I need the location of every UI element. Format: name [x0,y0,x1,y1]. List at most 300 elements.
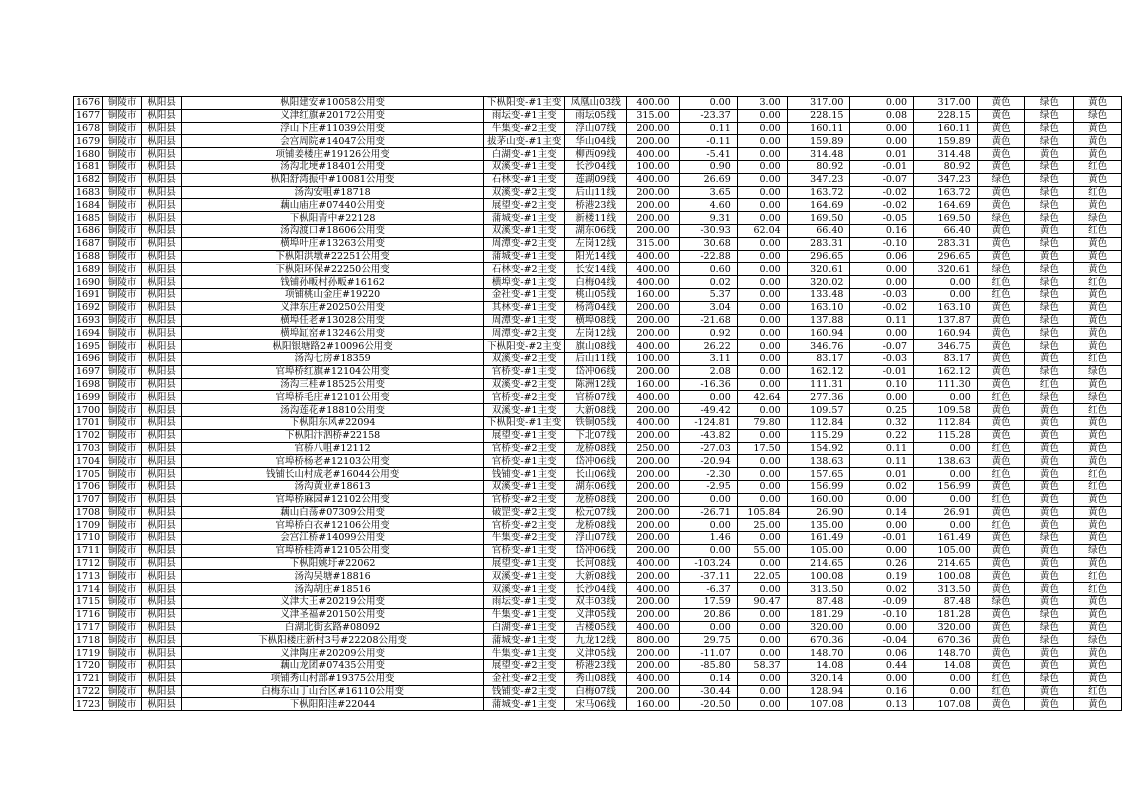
cell-main-transformer: 其林变-#1主变 [484,301,565,314]
cell-county: 枞阳县 [142,660,182,673]
cell-value-b: 0.00 [737,634,787,647]
cell-value-e: 137.87 [914,314,978,327]
cell-value-b: 0.00 [737,263,787,276]
cell-row-number: 1702 [74,429,103,442]
cell-status-1: 黄色 [977,224,1025,237]
cell-value-a: 0.92 [679,327,737,340]
cell-status-1: 黄色 [977,544,1025,557]
cell-value-e: 161.49 [914,532,978,545]
cell-status-1: 黄色 [977,186,1025,199]
cell-county: 枞阳县 [142,148,182,161]
cell-status-2: 黄色 [1025,493,1074,506]
cell-feeder-line: 九龙12线 [565,634,627,647]
cell-value-a: 26.69 [679,173,737,186]
cell-transformer-name: 官埠桥白衣#12106公用变 [182,519,484,532]
cell-value-b: 0.00 [737,647,787,660]
cell-value-e: 0.00 [914,672,978,685]
cell-status-1: 黄色 [977,160,1025,173]
cell-row-number: 1687 [74,237,103,250]
cell-city: 铜陵市 [103,621,142,634]
cell-capacity: 400.00 [627,583,680,596]
cell-value-e: 228.15 [914,109,978,122]
cell-value-a: -26.71 [679,506,737,519]
cell-status-3: 黄色 [1074,148,1122,161]
cell-value-b: 0.00 [737,301,787,314]
cell-capacity: 400.00 [627,276,680,289]
cell-county: 枞阳县 [142,186,182,199]
cell-city: 铜陵市 [103,327,142,340]
cell-value-c: 283.31 [787,237,850,250]
cell-row-number: 1688 [74,250,103,263]
cell-capacity: 200.00 [627,122,680,135]
cell-status-1: 红色 [977,391,1025,404]
cell-status-3: 黄色 [1074,340,1122,353]
cell-value-c: 161.49 [787,532,850,545]
cell-status-1: 黄色 [977,506,1025,519]
cell-value-b: 0.00 [737,480,787,493]
cell-value-e: 0.00 [914,685,978,698]
cell-value-d: 0.00 [850,391,914,404]
cell-value-c: 296.65 [787,250,850,263]
cell-transformer-name: 会宫江桥#14099公用变 [182,532,484,545]
cell-transformer-name: 汤沟北埂#18401公用变 [182,160,484,173]
cell-capacity: 200.00 [627,608,680,621]
cell-value-a: 9.31 [679,212,737,225]
cell-main-transformer: 双溪变-#2主变 [484,352,565,365]
cell-value-a: 20.86 [679,608,737,621]
table-row [74,314,1122,327]
cell-transformer-name: 藕山白荡#07309公用变 [182,506,484,519]
cell-value-e: 214.65 [914,557,978,570]
cell-status-1: 黄色 [977,250,1025,263]
cell-row-number: 1709 [74,519,103,532]
cell-value-b: 0.00 [737,698,787,711]
cell-value-c: 320.61 [787,263,850,276]
cell-value-d: -0.02 [850,301,914,314]
cell-value-d: -0.03 [850,288,914,301]
cell-row-number: 1715 [74,596,103,609]
cell-status-1: 黄色 [977,314,1025,327]
table-row [74,621,1122,634]
cell-value-b: 105.84 [737,506,787,519]
table-row [74,634,1122,647]
cell-status-3: 黄色 [1074,557,1122,570]
cell-transformer-name: 枞阳舒湾振中#10081公用变 [182,173,484,186]
cell-status-1: 绿色 [977,212,1025,225]
cell-city: 铜陵市 [103,519,142,532]
cell-status-3: 黄色 [1074,288,1122,301]
cell-status-3: 黄色 [1074,660,1122,673]
cell-feeder-line: 双丰03线 [565,596,627,609]
cell-feeder-line: 浮山07线 [565,122,627,135]
cell-value-a: 0.00 [679,519,737,532]
cell-capacity: 315.00 [627,237,680,250]
cell-transformer-name: 白梅东山丁山台区#16110公用变 [182,685,484,698]
cell-status-2: 绿色 [1025,237,1074,250]
table-row [74,378,1122,391]
cell-status-2: 绿色 [1025,288,1074,301]
cell-feeder-line: 长河08线 [565,557,627,570]
cell-city: 铜陵市 [103,314,142,327]
cell-value-b: 0.00 [737,621,787,634]
cell-main-transformer: 钱铺变-#2主变 [484,685,565,698]
cell-status-1: 红色 [977,519,1025,532]
cell-value-b: 0.00 [737,327,787,340]
cell-county: 枞阳县 [142,250,182,263]
cell-value-d: 0.22 [850,429,914,442]
cell-status-1: 黄色 [977,237,1025,250]
cell-value-c: 148.70 [787,647,850,660]
cell-status-3: 红色 [1074,186,1122,199]
cell-row-number: 1683 [74,186,103,199]
cell-value-c: 135.00 [787,519,850,532]
cell-main-transformer: 石林变-#2主变 [484,263,565,276]
cell-value-e: 0.00 [914,391,978,404]
cell-value-d: -0.02 [850,199,914,212]
cell-value-b: 0.00 [737,199,787,212]
cell-value-d: 0.44 [850,660,914,673]
cell-status-2: 黄色 [1025,596,1074,609]
cell-capacity: 400.00 [627,621,680,634]
cell-value-d: -0.10 [850,608,914,621]
cell-status-2: 绿色 [1025,314,1074,327]
cell-row-number: 1716 [74,608,103,621]
table-row [74,468,1122,481]
cell-transformer-name: 项铺秀山村部#19375公用变 [182,672,484,685]
cell-value-d: -0.01 [850,365,914,378]
cell-value-b: 79.80 [737,416,787,429]
cell-capacity: 400.00 [627,416,680,429]
cell-value-c: 163.72 [787,186,850,199]
cell-feeder-line: 凤凰山03线 [565,97,627,110]
cell-main-transformer: 官桥变-#1主变 [484,544,565,557]
cell-value-a: -85.80 [679,660,737,673]
cell-status-2: 黄色 [1025,480,1074,493]
cell-transformer-name: 横埠叶庄#13263公用变 [182,237,484,250]
cell-status-2: 绿色 [1025,327,1074,340]
cell-main-transformer: 牛集变-#1主变 [484,608,565,621]
cell-status-1: 黄色 [977,455,1025,468]
cell-value-c: 109.57 [787,404,850,417]
cell-value-d: 0.00 [850,493,914,506]
cell-feeder-line: 莲湖09线 [565,173,627,186]
cell-city: 铜陵市 [103,442,142,455]
cell-county: 枞阳县 [142,237,182,250]
cell-feeder-line: 柳西09线 [565,148,627,161]
cell-feeder-line: 白梅04线 [565,276,627,289]
cell-city: 铜陵市 [103,672,142,685]
cell-value-c: 320.02 [787,276,850,289]
cell-value-a: 0.00 [679,544,737,557]
cell-feeder-line: 岱冲06线 [565,365,627,378]
cell-value-b: 0.00 [737,378,787,391]
cell-city: 铜陵市 [103,506,142,519]
cell-value-a: 0.60 [679,263,737,276]
cell-value-c: 163.10 [787,301,850,314]
cell-value-a: 0.14 [679,672,737,685]
cell-status-1: 黄色 [977,608,1025,621]
cell-status-3: 黄色 [1074,416,1122,429]
cell-status-3: 红色 [1074,224,1122,237]
cell-city: 铜陵市 [103,97,142,110]
cell-feeder-line: 华山04线 [565,135,627,148]
table-row [74,237,1122,250]
cell-row-number: 1690 [74,276,103,289]
cell-value-c: 87.48 [787,596,850,609]
cell-capacity: 200.00 [627,532,680,545]
cell-capacity: 200.00 [627,199,680,212]
cell-value-c: 111.31 [787,378,850,391]
cell-status-3: 黄色 [1074,621,1122,634]
cell-value-c: 83.17 [787,352,850,365]
cell-county: 枞阳县 [142,596,182,609]
cell-value-b: 0.00 [737,429,787,442]
cell-value-e: 107.08 [914,698,978,711]
cell-row-number: 1684 [74,199,103,212]
cell-county: 枞阳县 [142,288,182,301]
cell-row-number: 1701 [74,416,103,429]
cell-feeder-line: 浮山07线 [565,532,627,545]
cell-value-b: 0.00 [737,148,787,161]
cell-value-d: -0.01 [850,532,914,545]
cell-value-e: 283.31 [914,237,978,250]
table-row [74,276,1122,289]
cell-status-3: 黄色 [1074,327,1122,340]
cell-status-2: 绿色 [1025,672,1074,685]
table-row [74,391,1122,404]
cell-main-transformer: 蒲城变-#1主变 [484,698,565,711]
cell-status-1: 黄色 [977,148,1025,161]
cell-value-d: 0.13 [850,698,914,711]
cell-capacity: 200.00 [627,468,680,481]
cell-status-3: 黄色 [1074,263,1122,276]
cell-city: 铜陵市 [103,455,142,468]
cell-main-transformer: 周潭变-#2主变 [484,237,565,250]
cell-feeder-line: 长沙04线 [565,583,627,596]
cell-value-e: 160.94 [914,327,978,340]
cell-transformer-name: 义津陶庄#20209公用变 [182,647,484,660]
cell-status-2: 绿色 [1025,122,1074,135]
cell-value-e: 112.84 [914,416,978,429]
cell-status-2: 绿色 [1025,199,1074,212]
cell-feeder-line: 后山11线 [565,352,627,365]
cell-city: 铜陵市 [103,532,142,545]
cell-status-2: 黄色 [1025,544,1074,557]
cell-feeder-line: 杨湾04线 [565,301,627,314]
cell-status-3: 黄色 [1074,135,1122,148]
cell-row-number: 1691 [74,288,103,301]
cell-value-e: 169.50 [914,212,978,225]
cell-status-2: 绿色 [1025,621,1074,634]
cell-transformer-name: 下枞阳东风#22094 [182,416,484,429]
cell-status-3: 绿色 [1074,212,1122,225]
cell-value-c: 214.65 [787,557,850,570]
cell-status-2: 绿色 [1025,135,1074,148]
cell-county: 枞阳县 [142,455,182,468]
cell-transformer-name: 浮山下庄#11039公用变 [182,122,484,135]
cell-main-transformer: 石林变-#1主变 [484,173,565,186]
cell-capacity: 400.00 [627,263,680,276]
cell-city: 铜陵市 [103,148,142,161]
cell-feeder-line: 下北07线 [565,429,627,442]
cell-transformer-name: 汤沟黄业#18613 [182,480,484,493]
cell-status-3: 黄色 [1074,250,1122,263]
table-row [74,404,1122,417]
cell-transformer-name: 钱铺孙畈村孙畈#16162 [182,276,484,289]
cell-city: 铜陵市 [103,378,142,391]
cell-feeder-line: 左岗12线 [565,327,627,340]
table-row [74,173,1122,186]
cell-main-transformer: 官桥变-#2主变 [484,442,565,455]
cell-value-d: 0.11 [850,442,914,455]
cell-value-b: 3.00 [737,97,787,110]
cell-status-3: 红色 [1074,583,1122,596]
cell-status-3: 红色 [1074,352,1122,365]
cell-city: 铜陵市 [103,135,142,148]
cell-value-e: 163.10 [914,301,978,314]
cell-status-3: 黄色 [1074,97,1122,110]
cell-county: 枞阳县 [142,621,182,634]
cell-value-a: -30.93 [679,224,737,237]
cell-main-transformer: 白湖变-#1主变 [484,148,565,161]
cell-status-3: 黄色 [1074,493,1122,506]
cell-value-e: 181.28 [914,608,978,621]
cell-value-c: 137.88 [787,314,850,327]
cell-capacity: 200.00 [627,647,680,660]
table-row [74,109,1122,122]
cell-county: 枞阳县 [142,109,182,122]
cell-transformer-name: 会宫周院#14047公用变 [182,135,484,148]
cell-status-3: 黄色 [1074,429,1122,442]
cell-feeder-line: 大新08线 [565,404,627,417]
cell-transformer-name: 义津大王#20219公用变 [182,596,484,609]
cell-capacity: 800.00 [627,634,680,647]
cell-value-d: 0.06 [850,250,914,263]
cell-city: 铜陵市 [103,468,142,481]
cell-transformer-name: 汤沟胡庄#18516 [182,583,484,596]
cell-feeder-line: 新楼11线 [565,212,627,225]
cell-county: 枞阳县 [142,404,182,417]
cell-value-a: 0.90 [679,160,737,173]
cell-status-1: 红色 [977,672,1025,685]
cell-row-number: 1697 [74,365,103,378]
cell-transformer-name: 下枞阳洪墩#22251公用变 [182,250,484,263]
cell-value-b: 0.00 [737,288,787,301]
cell-value-e: 111.30 [914,378,978,391]
cell-county: 枞阳县 [142,301,182,314]
cell-capacity: 400.00 [627,97,680,110]
cell-status-3: 红色 [1074,480,1122,493]
cell-value-b: 0.00 [737,173,787,186]
table-row [74,186,1122,199]
cell-value-c: 181.29 [787,608,850,621]
cell-value-c: 164.69 [787,199,850,212]
cell-value-d: 0.16 [850,224,914,237]
cell-value-b: 0.00 [737,186,787,199]
cell-value-e: 109.58 [914,404,978,417]
cell-status-1: 绿色 [977,173,1025,186]
cell-value-a: 3.11 [679,352,737,365]
cell-status-1: 黄色 [977,340,1025,353]
cell-main-transformer: 展望变-#1主变 [484,429,565,442]
cell-status-2: 黄色 [1025,404,1074,417]
cell-value-b: 0.00 [737,404,787,417]
cell-feeder-line: 秀山08线 [565,672,627,685]
cell-value-a: -11.07 [679,647,737,660]
cell-main-transformer: 展望变-#1主变 [484,557,565,570]
cell-transformer-name: 汤沟莲花#18810公用变 [182,404,484,417]
cell-status-3: 红色 [1074,570,1122,583]
cell-county: 枞阳县 [142,365,182,378]
cell-status-1: 黄色 [977,301,1025,314]
cell-status-2: 黄色 [1025,583,1074,596]
cell-county: 枞阳县 [142,442,182,455]
cell-value-b: 0.00 [737,365,787,378]
cell-status-1: 绿色 [977,263,1025,276]
cell-status-2: 绿色 [1025,97,1074,110]
cell-value-d: 0.11 [850,314,914,327]
cell-county: 枞阳县 [142,698,182,711]
cell-value-a: 30.68 [679,237,737,250]
cell-value-e: 159.89 [914,135,978,148]
cell-county: 枞阳县 [142,212,182,225]
cell-value-c: 159.89 [787,135,850,148]
cell-value-a: 4.60 [679,199,737,212]
cell-feeder-line: 义津05线 [565,647,627,660]
cell-value-e: 80.92 [914,160,978,173]
cell-value-b: 17.50 [737,442,787,455]
cell-value-c: 105.00 [787,544,850,557]
cell-city: 铜陵市 [103,186,142,199]
cell-main-transformer: 钱铺变-#1主变 [484,468,565,481]
cell-capacity: 200.00 [627,224,680,237]
cell-value-a: -103.24 [679,557,737,570]
cell-row-number: 1694 [74,327,103,340]
cell-capacity: 200.00 [627,429,680,442]
cell-value-e: 320.00 [914,621,978,634]
cell-county: 枞阳县 [142,352,182,365]
cell-value-b: 0.00 [737,685,787,698]
cell-value-b: 0.00 [737,160,787,173]
cell-row-number: 1686 [74,224,103,237]
cell-county: 枞阳县 [142,314,182,327]
table-row [74,698,1122,711]
table-row [74,672,1122,685]
cell-county: 枞阳县 [142,647,182,660]
cell-value-c: 112.84 [787,416,850,429]
cell-transformer-name: 官桥八咀#12112 [182,442,484,455]
cell-value-c: 317.00 [787,97,850,110]
cell-value-a: 26.22 [679,340,737,353]
cell-status-1: 黄色 [977,570,1025,583]
table-row [74,263,1122,276]
cell-transformer-name: 横埠任老#13028公用变 [182,314,484,327]
cell-capacity: 200.00 [627,596,680,609]
cell-value-b: 42.64 [737,391,787,404]
table-row [74,685,1122,698]
cell-status-3: 黄色 [1074,698,1122,711]
cell-status-1: 黄色 [977,480,1025,493]
cell-status-2: 黄色 [1025,148,1074,161]
cell-status-2: 绿色 [1025,391,1074,404]
cell-city: 铜陵市 [103,212,142,225]
cell-status-3: 绿色 [1074,634,1122,647]
cell-value-b: 0.00 [737,250,787,263]
cell-status-2: 绿色 [1025,340,1074,353]
cell-value-b: 0.00 [737,109,787,122]
cell-value-c: 66.40 [787,224,850,237]
cell-city: 铜陵市 [103,685,142,698]
